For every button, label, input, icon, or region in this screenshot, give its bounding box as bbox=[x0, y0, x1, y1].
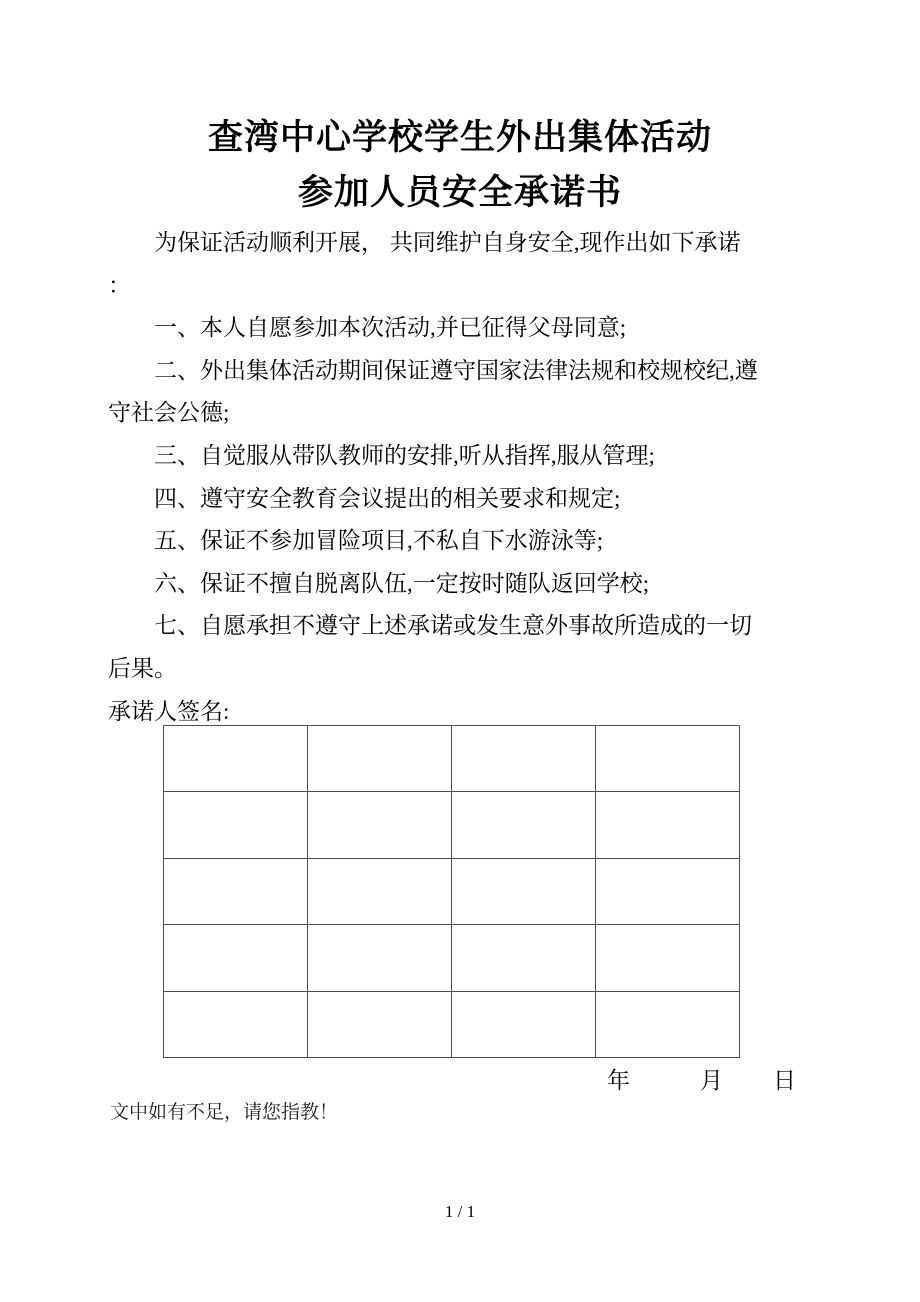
signature-cell bbox=[164, 925, 308, 991]
signature-cell bbox=[452, 991, 596, 1057]
signature-cell bbox=[164, 858, 308, 924]
commitment-item-6: 六、保证不擅自脱离队伍,一定按时随队返回学校; bbox=[154, 570, 650, 596]
intro-colon: ： bbox=[108, 272, 131, 298]
signature-cell bbox=[452, 925, 596, 991]
signature-table bbox=[163, 725, 740, 1058]
table-row bbox=[164, 792, 740, 858]
document-title-line1: 查湾中心学校学生外出集体活动 bbox=[207, 118, 712, 157]
signature-cell bbox=[596, 792, 740, 858]
commitment-item-2: 二、外出集体活动期间保证遵守国家法律法规和校规校纪,遵守社会公德; bbox=[108, 357, 758, 426]
signature-cell bbox=[308, 991, 452, 1057]
document-body bbox=[108, 222, 760, 733]
date-line bbox=[0, 1062, 920, 1094]
signature-cell bbox=[596, 726, 740, 792]
commitment-item-3: 三、自觉服从带队教师的安排,听从指挥,服从管理; bbox=[154, 442, 655, 468]
commitment-item-1: 一、本人自愿参加本次活动,并已征得父母同意; bbox=[154, 315, 627, 341]
signature-cell bbox=[308, 925, 452, 991]
table-row bbox=[164, 726, 740, 792]
table-row bbox=[164, 925, 740, 991]
signature-cell bbox=[596, 925, 740, 991]
commitment-item-5: 五、保证不参加冒险项目,不私自下水游泳等; bbox=[154, 528, 604, 554]
signature-cell bbox=[308, 858, 452, 924]
intro-line-1: 为保证活动顺利开展， 共同维护自身安全,现作出如下承诺 bbox=[154, 230, 741, 255]
signature-cell bbox=[596, 858, 740, 924]
page-number: 1 / 1 bbox=[444, 1202, 476, 1221]
signature-cell bbox=[452, 726, 596, 792]
commitment-item-7: 七、自愿承担不遵守上述承诺或发生意外事故所造成的一切后果。 bbox=[108, 613, 752, 681]
feedback-note: 文中如有不足，请您指教！ bbox=[110, 1102, 339, 1123]
table-row bbox=[164, 991, 740, 1057]
signature-table-body bbox=[164, 726, 740, 1058]
commitment-item-4: 四、遵守安全教育会议提出的相关要求和规定; bbox=[154, 485, 621, 511]
signature-cell bbox=[164, 726, 308, 792]
signature-cell bbox=[452, 858, 596, 924]
table-row bbox=[164, 858, 740, 924]
signature-cell bbox=[596, 991, 740, 1057]
month-label: 月 bbox=[700, 1068, 723, 1093]
signature-cell bbox=[452, 792, 596, 858]
day-label: 日 bbox=[773, 1068, 796, 1093]
signature-cell bbox=[164, 792, 308, 858]
signature-label: 承诺人签名: bbox=[108, 698, 230, 724]
signature-cell bbox=[308, 792, 452, 858]
signature-cell bbox=[308, 726, 452, 792]
document-title-line2: 参加人员安全承诺书 bbox=[297, 173, 622, 212]
year-label: 年 bbox=[607, 1068, 630, 1093]
signature-cell bbox=[164, 991, 308, 1057]
